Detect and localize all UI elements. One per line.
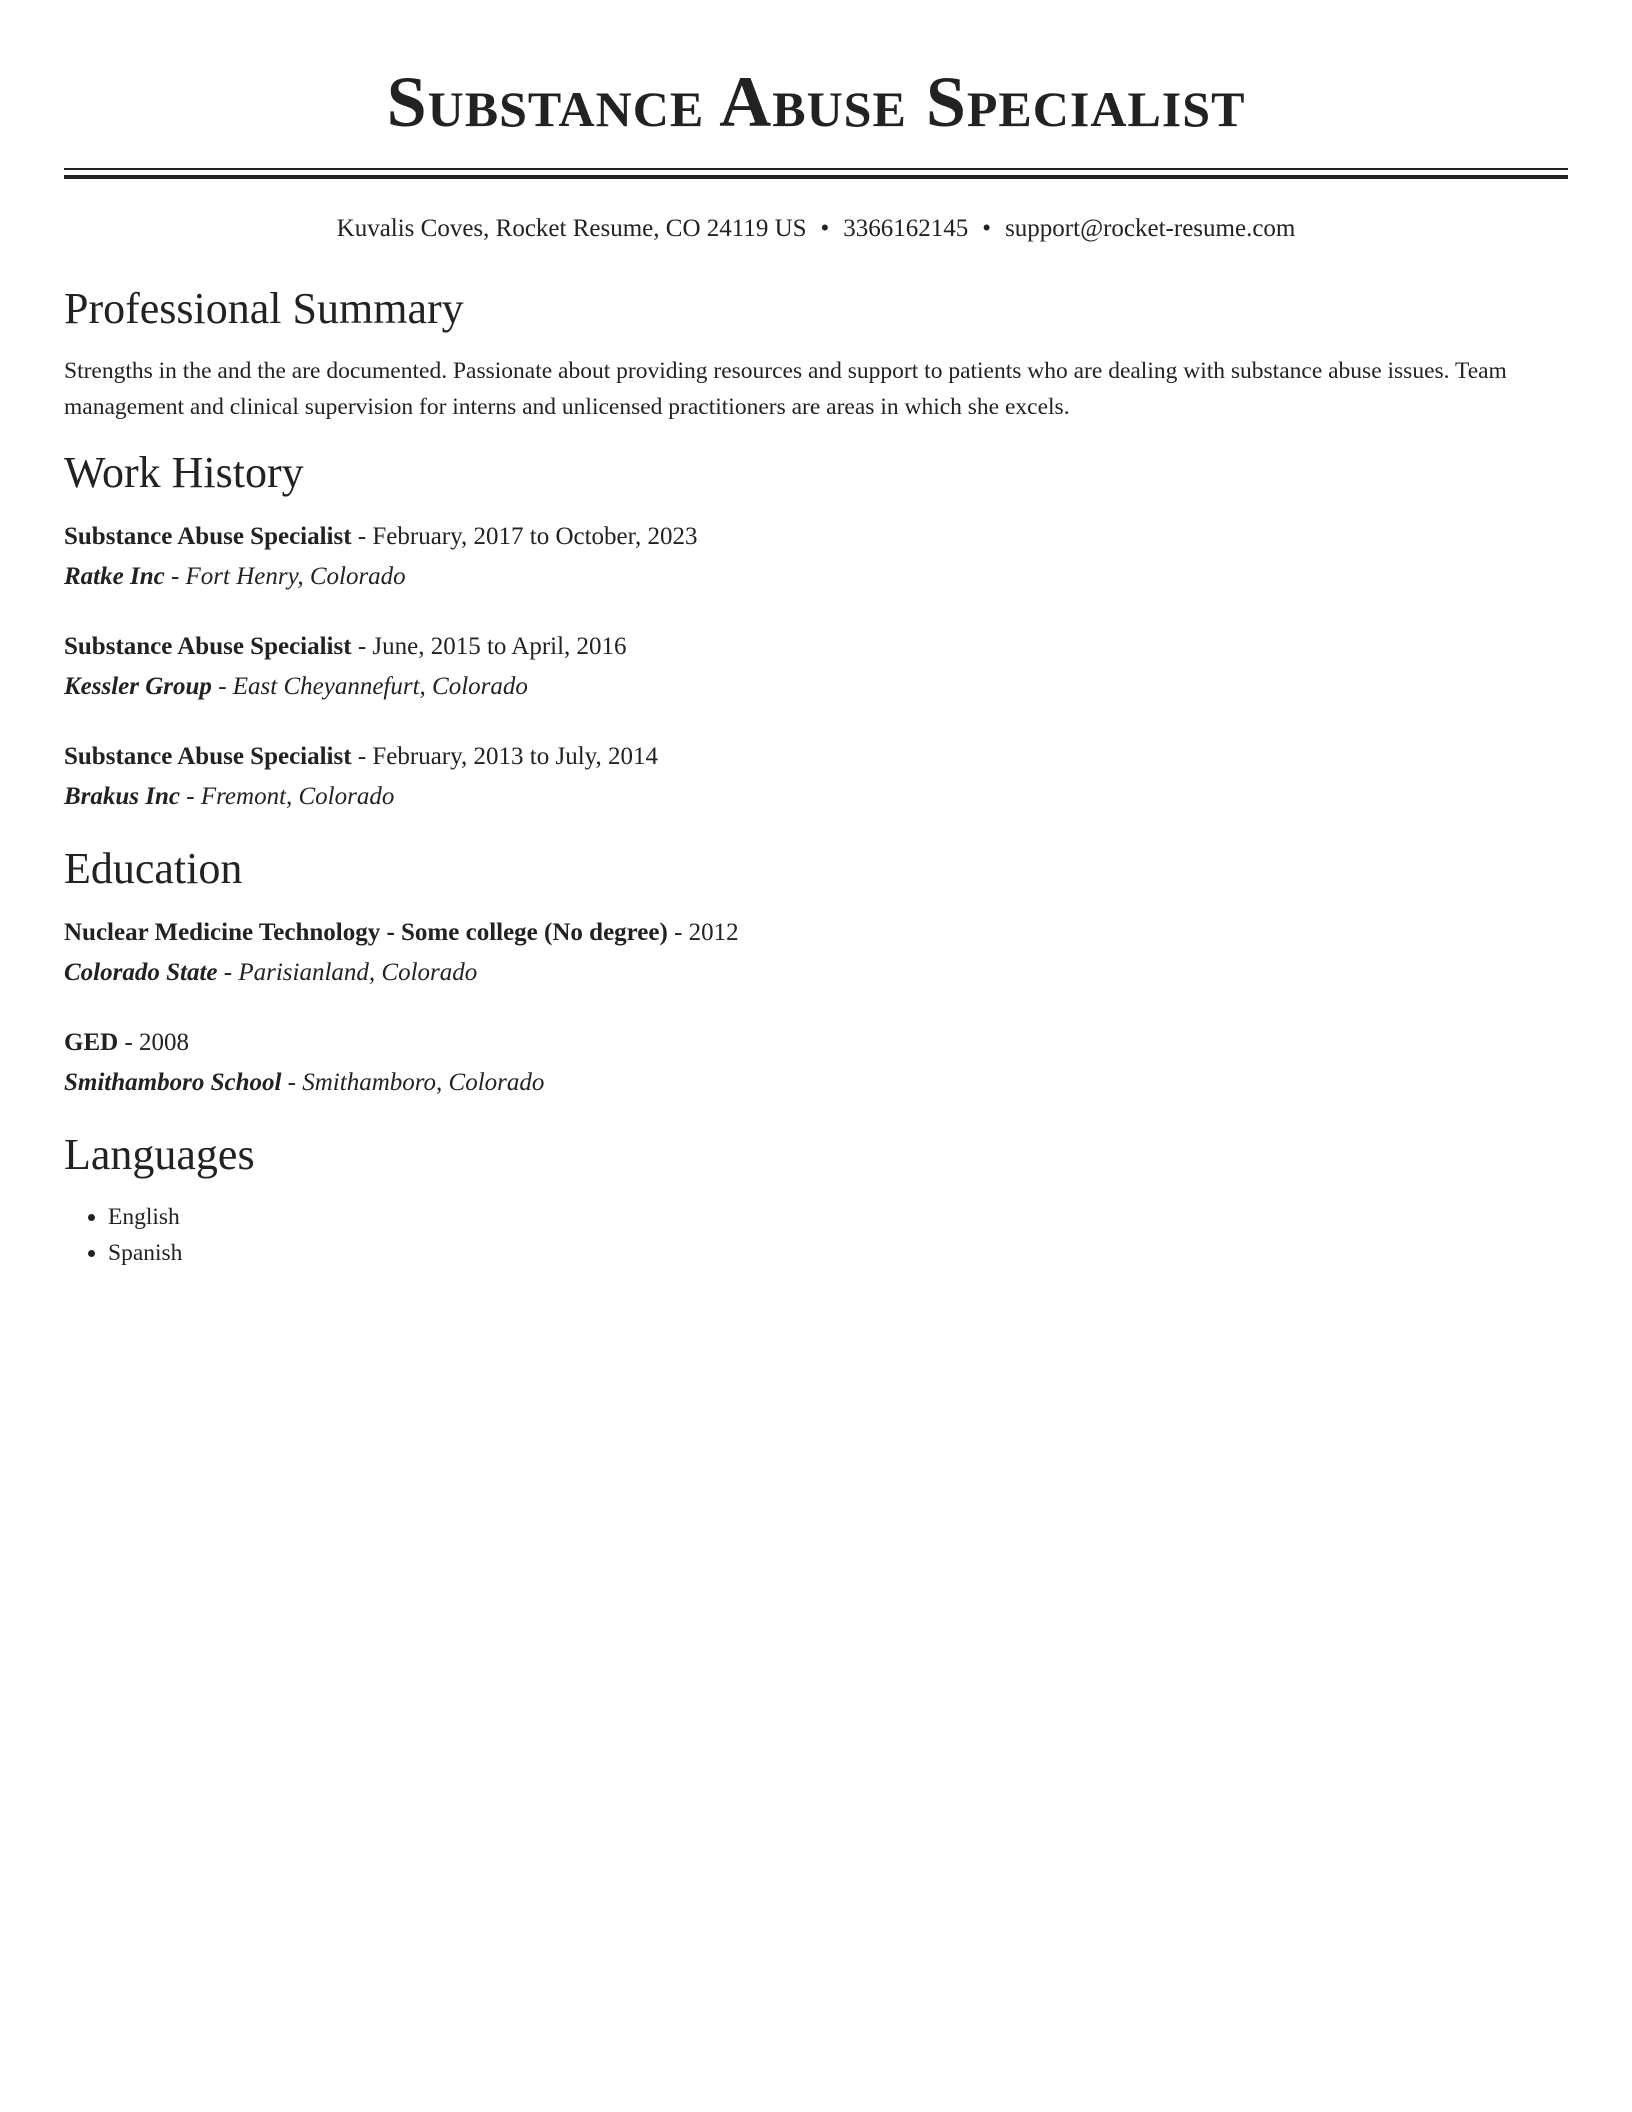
contact-separator: •: [982, 215, 992, 242]
job-title: Substance Abuse Specialist: [64, 523, 352, 550]
work-entry: [64, 737, 1568, 817]
work-entry: [64, 627, 1568, 707]
company-location: Fremont, Colorado: [200, 783, 395, 810]
languages-list: [64, 1199, 1568, 1271]
resume-title: Substance Abuse Specialist: [386, 62, 1246, 142]
education-entry: [64, 913, 1568, 993]
resume-page: [64, 0, 1568, 1271]
dash: -: [218, 673, 227, 700]
contact-email: support@rocket-resume.com: [1005, 215, 1296, 242]
work-entry: [64, 517, 1568, 597]
work-entry-header: [64, 737, 1568, 777]
title-divider-thick: [64, 175, 1568, 179]
education-entry-school: [64, 1063, 1568, 1103]
school-name: Smithamboro School: [64, 1069, 282, 1096]
summary-heading: Professional Summary: [64, 284, 464, 333]
company-name: Ratke Inc: [64, 563, 165, 590]
contact-phone: 3366162145: [843, 215, 969, 242]
dash: -: [287, 1069, 296, 1096]
degree-name: GED: [64, 1029, 119, 1056]
company-name: Kessler Group: [64, 673, 212, 700]
company-location: East Cheyannefurt, Colorado: [232, 673, 528, 700]
education-entry: [64, 1023, 1568, 1103]
dash: -: [170, 563, 180, 590]
work-entry-header: [64, 627, 1568, 667]
school-location: Smithamboro, Colorado: [302, 1069, 545, 1096]
job-dates: June, 2015 to April, 2016: [372, 633, 627, 660]
dash: -: [357, 743, 367, 770]
graduation-year: 2008: [139, 1029, 190, 1056]
education-entry-header: [64, 1023, 1568, 1063]
contact-separator: •: [820, 215, 830, 242]
contact-line: [64, 213, 1568, 245]
job-dates: February, 2013 to July, 2014: [372, 743, 659, 770]
work-entry-org: [64, 667, 1568, 707]
title-divider-thin: [64, 168, 1568, 170]
languages-heading: Languages: [64, 1130, 255, 1179]
job-title: Substance Abuse Specialist: [64, 633, 352, 660]
education-heading: Education: [64, 844, 243, 893]
work-entry-org: [64, 557, 1568, 597]
work-entry-header: [64, 517, 1568, 557]
degree-name: Nuclear Medicine Technology - Some college (No degree): [64, 919, 668, 946]
work-entry-org: [64, 777, 1568, 817]
contact-address: Kuvalis Coves, Rocket Resume, CO 24119 US: [336, 215, 807, 242]
company-name: Brakus Inc: [64, 783, 181, 810]
education-entry-header: [64, 913, 1568, 953]
education-entry-school: [64, 953, 1568, 993]
summary-text: Strengths in the and the are documented. Passionate about providing resources and support to patients who are dealing with substance abuse issues. Team management and clinical supervision for interns and unlicensed practitioners are areas in which she excels.: [64, 358, 1507, 420]
school-location: Parisianland, Colorado: [238, 959, 478, 986]
graduation-year: 2012: [688, 919, 739, 946]
school-name: Colorado State: [64, 959, 218, 986]
dash: -: [357, 523, 367, 550]
job-dates: February, 2017 to October, 2023: [372, 523, 698, 550]
dash: -: [223, 959, 233, 986]
company-location: Fort Henry, Colorado: [185, 563, 406, 590]
job-title: Substance Abuse Specialist: [64, 743, 352, 770]
dash: -: [124, 1029, 133, 1056]
work-history-heading: Work History: [64, 448, 304, 497]
dash: -: [357, 633, 367, 660]
language-item: • English: [108, 1199, 1568, 1235]
language-item: • Spanish: [108, 1235, 1568, 1271]
dash: -: [674, 919, 683, 946]
dash: -: [186, 783, 195, 810]
